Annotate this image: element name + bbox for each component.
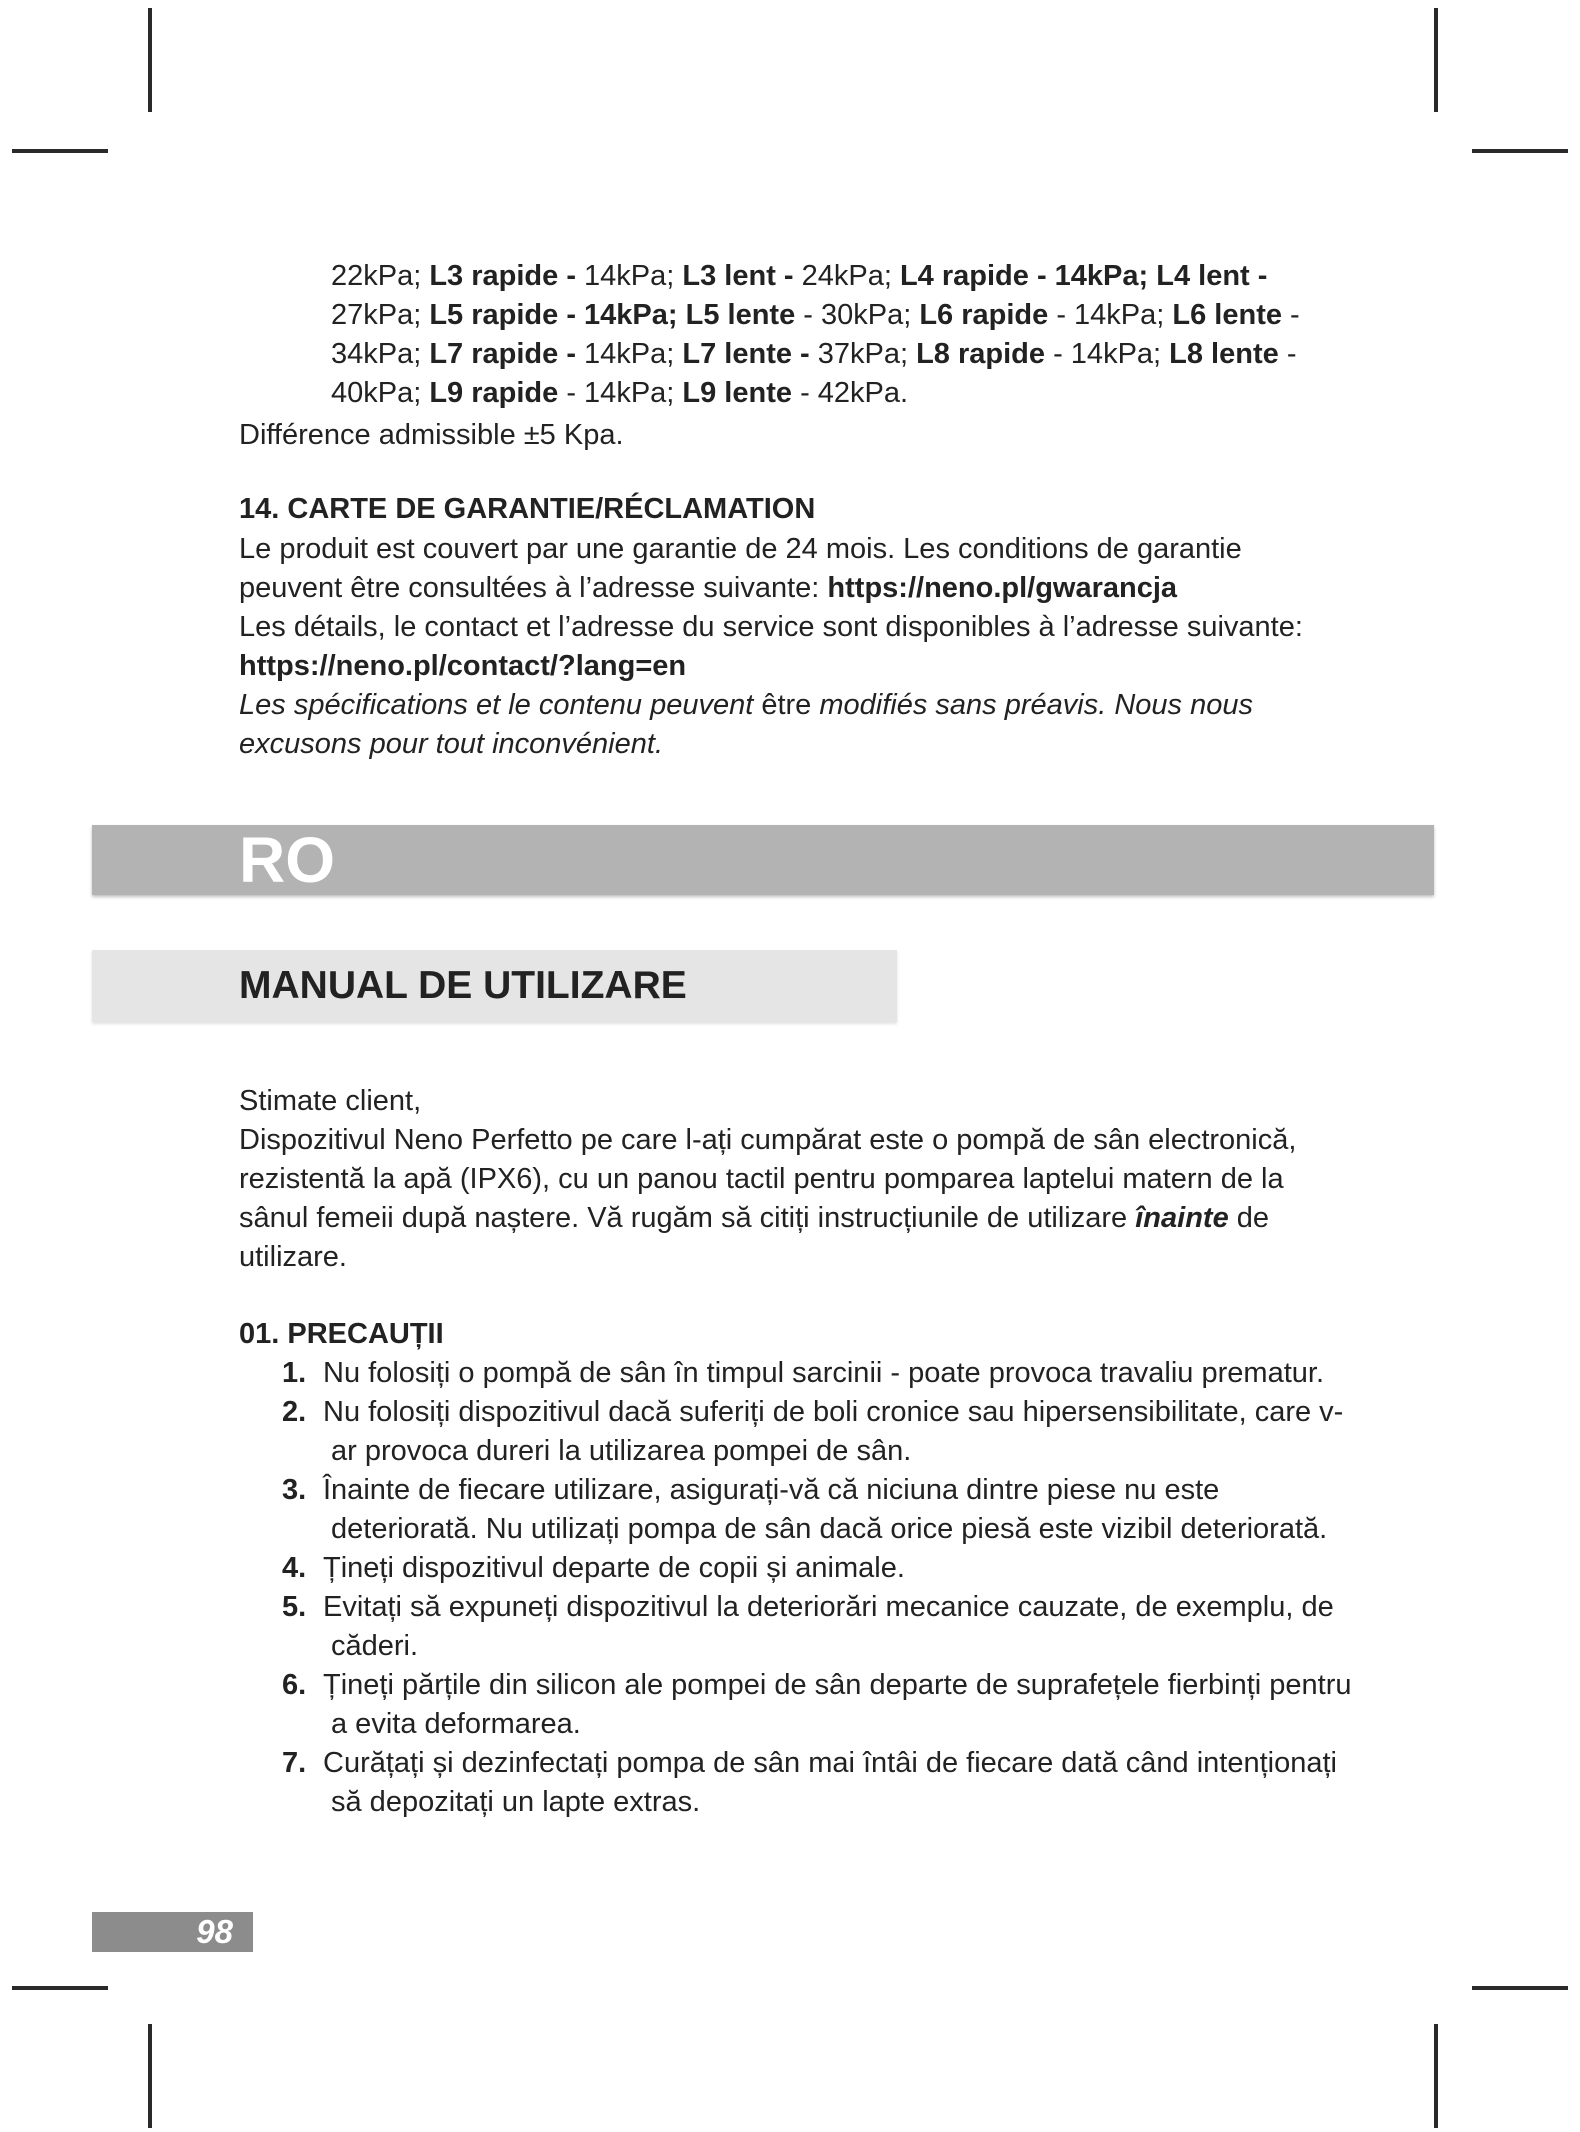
list-item-number: 5. [282, 1591, 307, 1623]
pressure-segment: L3 lent - [682, 260, 802, 292]
pressure-segment: - 14kPa; [1053, 338, 1170, 370]
intro-tail: de utilizare. [239, 1202, 1270, 1273]
list-item-number: 7. [282, 1747, 307, 1779]
pressure-segment: - 40kPa; [331, 338, 1297, 409]
intro-greeting: Stimate client, [239, 1085, 422, 1117]
pressure-segment: L8 rapide [916, 338, 1054, 370]
pressure-segment: L4 rapide - 14kPa; L4 lent - [899, 260, 1268, 292]
pressure-segment: 37kPa; [817, 338, 917, 370]
pressure-segment: 24kPa; [801, 260, 900, 292]
intro-emphasis: înainte [1135, 1202, 1229, 1234]
pressure-segment: - 30kPa; [803, 299, 920, 331]
contact-link[interactable]: https://neno.pl/contact/?lang=en [239, 650, 687, 682]
list-item [282, 1471, 1352, 1549]
pressure-segment: - 14kPa; [1056, 299, 1173, 331]
list-item [282, 1393, 1352, 1471]
list-item [282, 1588, 1352, 1666]
disclaimer-part-3: modifiés sans préavis. Nous nous excusons pour tout inconvénient. [239, 689, 1253, 760]
warranty-heading: 14. CARTE DE GARANTIE/RÉCLAMATION [239, 493, 816, 525]
pressure-segment: L9 rapide [429, 377, 567, 409]
list-item-number: 4. [282, 1552, 307, 1584]
pressure-tolerance: Différence admissible ±5 Kpa. [239, 419, 624, 451]
pressure-levels-paragraph [331, 257, 1351, 413]
list-item-number: 1. [282, 1357, 307, 1389]
pressure-segment: 27kPa; [331, 299, 430, 331]
crop-mark-bottom-left-vertical [148, 2024, 152, 2128]
list-item [282, 1744, 1352, 1822]
pressure-segment: 22kPa; [331, 260, 430, 292]
list-item [282, 1666, 1352, 1744]
crop-mark-bottom-right-vertical [1434, 2024, 1438, 2128]
pressure-segment: 14kPa; [584, 260, 683, 292]
warranty-link[interactable]: https://neno.pl/gwarancja [827, 572, 1178, 604]
pressure-segment: L6 lente [1172, 299, 1291, 331]
page-number-tab [92, 1912, 253, 1952]
list-item-text: Nu folosiți dispozitivul dacă suferiți de boli cronice sau hipersensibilitate, care v-ar provoca dureri la utilizarea pompei de sân. [323, 1396, 1344, 1467]
list-item-text: Nu folosiți o pompă de sân în timpul sarcinii - poate provoca travaliu prematur. [323, 1357, 1324, 1389]
list-item-text: Țineți dispozitivul departe de copii și animale. [323, 1552, 905, 1584]
list-item-number: 6. [282, 1669, 307, 1701]
pressure-segment: L6 rapide [919, 299, 1057, 331]
list-item-text: Evitați să expuneți dispozitivul la deteriorări mecanice cauzate, de exemplu, de căderi. [323, 1591, 1334, 1662]
disclaimer-part-2: être [761, 689, 812, 721]
precautions-heading: 01. PRECAUȚII [239, 1318, 444, 1350]
manual-title-bar [92, 950, 897, 1022]
crop-mark-top-left-vertical [148, 8, 152, 112]
crop-mark-bottom-right-horizontal [1472, 1986, 1568, 1990]
pressure-segment: L7 lente - [682, 338, 818, 370]
list-item-number: 2. [282, 1396, 307, 1428]
pressure-segment: L3 rapide - [429, 260, 585, 292]
page-number: 98 [196, 1913, 233, 1950]
pressure-segment: L7 rapide - [429, 338, 585, 370]
list-item-number: 3. [282, 1474, 307, 1506]
language-code: RO [239, 824, 335, 896]
warranty-paragraph [239, 530, 1349, 764]
crop-mark-bottom-left-horizontal [12, 1986, 108, 1990]
warranty-text-2: Les détails, le contact et l’adresse du service sont disponibles à l’adresse suivante: [239, 611, 1303, 643]
warranty-text-1: Le produit est couvert par une garantie de 24 mois. Les conditions de garantie peuvent être consultées à l’adresse suivante: [239, 533, 1242, 604]
intro-paragraph [239, 1082, 1349, 1277]
list-item-text: Curățați și dezinfectați pompa de sân mai întâi de fiecare dată când intenționați să depozitați un lapte extras. [323, 1747, 1337, 1818]
list-item [282, 1354, 1352, 1393]
crop-mark-top-left-horizontal [12, 149, 108, 153]
disclaimer-part-1: Les spécifications et le contenu peuvent [239, 689, 762, 721]
pressure-segment: 14kPa; [584, 338, 683, 370]
precautions-list [282, 1354, 1352, 1822]
pressure-segment: - 34kPa; [331, 299, 1300, 370]
list-item-text: Înainte de fiecare utilizare, asigurați-vă că niciuna dintre piese nu este deteriorată. Nu utilizați pompa de sân dacă orice piesă este vizibil deteriorată. [323, 1474, 1328, 1545]
list-item [282, 1549, 1352, 1588]
language-section-bar [92, 825, 1434, 895]
crop-mark-top-right-vertical [1434, 8, 1438, 112]
manual-title: MANUAL DE UTILIZARE [239, 964, 687, 1007]
pressure-segment: - 14kPa; [566, 377, 683, 409]
pressure-segment: L8 lente [1169, 338, 1287, 370]
crop-mark-top-right-horizontal [1472, 149, 1568, 153]
pressure-segment: L9 lente [682, 377, 801, 409]
list-item-text: Țineți părțile din silicon ale pompei de sân departe de suprafețele fierbinți pentru a evita deformarea. [323, 1669, 1352, 1740]
intro-body: Dispozitivul Neno Perfetto pe care l-ați cumpărat este o pompă de sân electronică, rezistentă la apă (IPX6), cu un panou tactil pentru pomparea laptelui matern de la sânul femeii după naștere. Vă rugăm să citiți instrucțiunile de utilizare [239, 1124, 1297, 1234]
pressure-segment: L5 rapide - 14kPa; L5 lente [429, 299, 804, 331]
pressure-segment: - 42kPa. [800, 377, 909, 409]
